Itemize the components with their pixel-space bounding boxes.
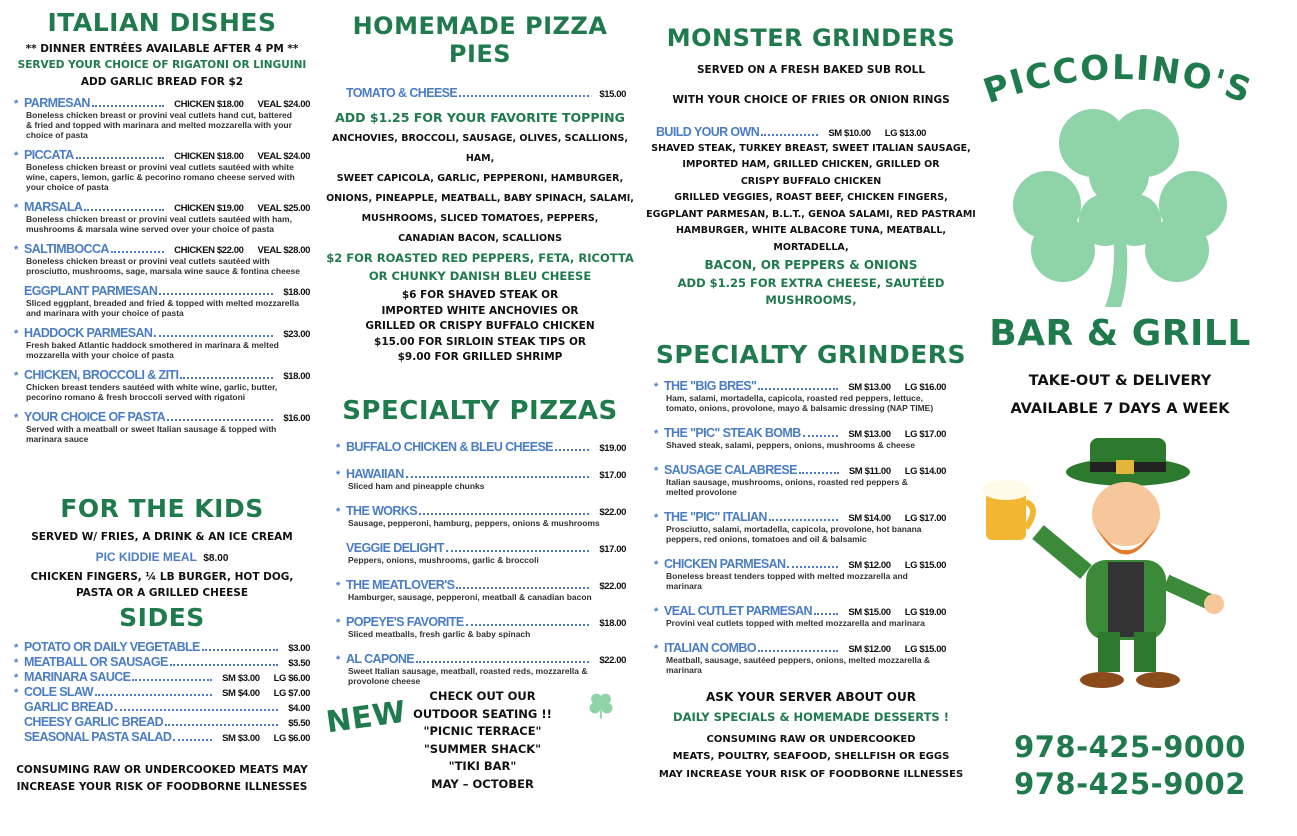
item-name: ITALIAN COMBO	[664, 641, 756, 656]
dotted-leader	[758, 388, 838, 390]
dotted-leader	[761, 134, 818, 136]
item-price: SM $12.00	[848, 644, 891, 656]
sides-heading: SIDES	[119, 603, 205, 633]
dotted-leader	[459, 95, 589, 97]
bullet-star: *	[654, 643, 659, 656]
menu-item-row	[14, 685, 310, 699]
raw-warning-1: CONSUMING RAW OR UNDERCOOKED MEATS MAY	[16, 764, 308, 777]
menu-item-row	[14, 96, 310, 110]
menu-item	[14, 242, 310, 276]
item-description: Sliced ham and pineapple chunks	[348, 480, 485, 491]
bullet-star: *	[14, 411, 19, 424]
fries-note: WITH YOUR CHOICE OF FRIES OR ONION RINGS	[672, 94, 950, 107]
item-description: Sliced eggplant, breaded and fried & topped with melted mozzarella and marinara with your choice of pasta	[26, 297, 299, 318]
kiddie-meal	[14, 548, 310, 567]
dotted-leader	[446, 550, 589, 552]
dotted-leader	[419, 513, 589, 515]
text-line: GRILLED OR CRISPY BUFFALO CHICKEN	[365, 320, 595, 333]
item-price: LG $14.00	[904, 466, 946, 478]
menu-item-row	[336, 541, 626, 555]
menu-item-row	[654, 463, 946, 477]
dotted-leader	[406, 476, 590, 478]
bullet-star: *	[336, 441, 341, 454]
dotted-leader	[154, 335, 273, 337]
dotted-leader	[76, 157, 165, 159]
text-line: MUSHROOMS, SLICED TOMATOES, PEPPERS,	[361, 213, 599, 225]
small-shamrock-icon	[586, 690, 616, 720]
daily-specials-note: DAILY SPECIALS & HOMEMADE DESSERTS !	[673, 709, 949, 724]
available-days: AVAILABLE 7 DAYS A WEEK	[1010, 401, 1230, 417]
item-price: SM $14.00	[848, 513, 891, 525]
item-price: CHICKEN $18.00	[174, 98, 244, 110]
text-line: MEATS, POULTRY, SEAFOOD, SHELLFISH OR EGGS	[672, 751, 950, 763]
kids-options-1: CHICKEN FINGERS, ¼ LB BURGER, HOT DOG,	[30, 570, 294, 583]
item-price: LG $13.00	[884, 127, 926, 139]
kids-options-2: PASTA OR A GRILLED CHEESE	[75, 587, 249, 600]
menu-item-row	[654, 510, 946, 524]
item-description: Boneless breast tenders topped with melted mozzarella and marinara	[666, 571, 908, 592]
item-name: VEGGIE DELIGHT	[346, 540, 444, 555]
menu-item	[654, 604, 946, 628]
item-description: Meatball, sausage, sautéed peppers, onions, melted mozzarella & marinara	[666, 655, 931, 676]
item-price: $18.00	[283, 286, 310, 298]
new-badge: NEW	[323, 694, 409, 741]
item-description: Sausage, pepperoni, hamburg, peppers, onions & mushrooms	[348, 517, 600, 528]
text-line: "TIKI BAR"	[448, 759, 517, 773]
garlic-bread-note: ADD GARLIC BREAD FOR $2	[80, 75, 244, 88]
text-line: CRISPY BUFFALO CHICKEN	[740, 175, 882, 187]
menu-item-row	[14, 284, 310, 298]
menu-item	[646, 125, 926, 139]
italian-menu-list	[14, 96, 310, 444]
item-price: $19.00	[599, 442, 626, 454]
menu-item	[336, 467, 626, 491]
dinner-note: ** DINNER ENTRÉES AVAILABLE AFTER 4 PM **	[25, 43, 299, 55]
item-name: THE WORKS	[346, 503, 417, 518]
menu-item-row	[14, 368, 310, 382]
menu-item	[654, 641, 946, 675]
item-name: BUILD YOUR OWN	[656, 124, 760, 139]
menu-item-row	[14, 200, 310, 214]
item-price: $18.00	[283, 370, 310, 382]
dotted-leader	[555, 449, 589, 451]
menu-item-row	[14, 730, 310, 744]
text-line: ANCHOVIES, BROCCOLI, SAUSAGE, OLIVES, SCALLIONS, HAM,	[332, 133, 628, 165]
kids-served-with: SERVED W/ FRIES, A DRINK & AN ICE CREAM	[31, 531, 293, 543]
dotted-leader	[769, 519, 839, 521]
bullet-star: *	[14, 687, 19, 700]
dotted-leader	[814, 613, 838, 615]
dotted-leader	[92, 105, 164, 107]
item-price: CHICKEN $19.00	[174, 202, 244, 214]
item-price: $15.00	[599, 89, 626, 100]
item-price: $22.00	[599, 506, 626, 518]
bullet-star: *	[14, 97, 19, 110]
dotted-leader	[111, 251, 164, 253]
item-price: LG $7.00	[273, 688, 310, 700]
item-name: HAWAIIAN	[346, 466, 404, 481]
item-description: Sweet Italian sausage, meatball, roasted reds, mozzarella & provolone cheese	[348, 665, 588, 686]
item-price: SM $13.00	[848, 429, 891, 441]
item-name: PARMESAN	[24, 95, 90, 110]
menu-item	[14, 715, 310, 729]
specialty-pizzas-heading: SPECIALTY PIZZAS	[342, 395, 618, 426]
brand-name: PICCOLINO'S	[978, 47, 1258, 113]
item-name: MEATBALL OR SAUSAGE	[24, 655, 168, 670]
menu-item	[336, 652, 626, 686]
dotted-leader	[799, 472, 839, 474]
item-name: SEASONAL PASTA SALAD	[24, 730, 172, 745]
menu-item	[654, 379, 946, 413]
item-name: CHEESY GARLIC BREAD	[24, 715, 164, 730]
text-line: CHECK OUT OUR	[429, 689, 536, 703]
dotted-leader	[180, 377, 273, 379]
item-description: Boneless chicken breast or provini veal cutlets sautéed with ham, mushrooms & marsala wine served over your choice of pasta	[26, 213, 292, 234]
bullet-star: *	[14, 657, 19, 670]
bullet-star: *	[654, 381, 659, 394]
item-price: $22.00	[599, 580, 626, 592]
item-name: BUFFALO CHICKEN & BLEU CHEESE	[346, 439, 553, 454]
menu-item	[14, 284, 310, 318]
sides-list	[14, 640, 310, 744]
specialty-grinder-list	[646, 379, 976, 675]
menu-item-row	[14, 242, 310, 256]
text-line: IMPORTED HAM, GRILLED CHICKEN, GRILLED OR	[682, 159, 940, 171]
homemade-pizza-heading: HOMEMADE PIZZA PIES	[352, 12, 608, 68]
item-name: SAUSAGE CALABRESE	[664, 463, 797, 478]
dotted-leader	[202, 649, 278, 651]
italian-column	[14, 8, 310, 452]
item-name: MARSALA	[24, 199, 83, 214]
item-price: CHICKEN $22.00	[174, 244, 244, 256]
item-name: AL CAPONE	[346, 651, 414, 666]
item-price: $16.00	[283, 412, 310, 424]
item-description: Hamburger, sausage, pepperoni, meatball & canadian bacon	[348, 591, 592, 602]
item-name: THE "PIC" ITALIAN	[664, 510, 767, 525]
menu-item	[14, 685, 310, 699]
grinder-raw-warning	[646, 731, 976, 784]
text-line: HAMBURGER, WHITE ALBACORE TUNA, MEATBALL, MORTADELLA,	[675, 225, 947, 253]
text-line: MAY INCREASE YOUR RISK OF FOODBORNE ILLNESSES	[658, 768, 964, 780]
specialty-grinders-heading: SPECIALTY GRINDERS	[655, 340, 967, 370]
item-price: $17.00	[599, 543, 626, 555]
bullet-star: *	[14, 327, 19, 340]
bar-and-grill: BAR & GRILL	[989, 313, 1251, 354]
item-price: $3.50	[288, 658, 310, 670]
menu-item-row	[654, 604, 946, 618]
build-your-own	[646, 125, 976, 139]
menu-item-row	[336, 86, 626, 100]
text-line: ONIONS, PINEAPPLE, MEATBALL, BABY SPINACH, SALAMI,	[326, 193, 634, 205]
item-price: $3.00	[288, 643, 310, 655]
item-description: Served with a meatball or sweet Italian sausage & topped with marinara sauce	[26, 423, 277, 444]
item-price: SM $3.00	[222, 673, 260, 685]
menu-item-row	[336, 504, 626, 518]
item-price: $18.00	[599, 617, 626, 629]
item-name: EGGPLANT PARMESAN	[24, 283, 158, 298]
menu-item-row	[14, 640, 310, 654]
specialty-pizza-list	[322, 440, 638, 686]
menu-item	[336, 504, 626, 528]
menu-item	[336, 440, 626, 454]
raw-warning-2: INCREASE YOUR RISK OF FOODBORNE ILLNESSES	[16, 780, 308, 793]
menu-item-row	[336, 578, 626, 592]
shamrock-icon	[1005, 105, 1235, 310]
text-line: CANADIAN BACON, SCALLIONS	[398, 233, 562, 245]
item-name: THE "PIC" STEAK BOMB	[664, 426, 801, 441]
menu-item	[336, 86, 626, 100]
dotted-leader	[165, 724, 278, 726]
takeout-delivery: TAKE-OUT & DELIVERY	[1028, 373, 1212, 389]
item-name: MARINARA SAUCE	[24, 670, 131, 685]
bullet-star: *	[654, 512, 659, 525]
premium-toppings	[322, 288, 638, 366]
leprechaun-illustration	[978, 432, 1238, 697]
item-price: CHICKEN $18.00	[174, 150, 244, 162]
dotted-leader	[466, 624, 590, 626]
text-line: $9.00 FOR GRILLED SHRIMP	[397, 351, 563, 364]
item-name: POTATO OR DAILY VEGETABLE	[24, 640, 200, 655]
item-name: TOMATO & CHEESE	[346, 86, 458, 100]
extra-cheese-note: ADD $1.25 FOR EXTRA CHEESE, SAUTÉED MUSHROOMS,	[677, 275, 945, 308]
svg-text:PICCOLINO'S	[978, 48, 1257, 112]
bullet-star: *	[14, 243, 19, 256]
item-description: Ham, salami, mortadella, capicola, roasted red peppers, lettuce, tomato, onions, provolone, mayo & balsamic dressing (NAP TIME)	[666, 393, 934, 414]
item-price: LG $17.00	[904, 429, 946, 441]
item-description: Boneless chicken breast or provini veal cutlets hand cut, battered & fried and topped with marinara and melted mozzarella with your choice of pasta	[26, 109, 292, 140]
item-price: SM $15.00	[848, 607, 891, 619]
menu-item-row	[646, 125, 926, 139]
outdoor-seating-promo	[400, 688, 565, 793]
grinders-column	[646, 24, 976, 783]
grinder-fillings	[646, 141, 976, 257]
item-price: $4.00	[288, 703, 310, 715]
item-name: CHICKEN, BROCCOLI & ZITI	[24, 367, 179, 382]
menu-item-row	[14, 655, 310, 669]
item-name: GARLIC BREAD	[24, 700, 113, 715]
item-description: Shaved steak, salami, peppers, onions, mushrooms & cheese	[666, 440, 915, 451]
item-price: SM $12.00	[848, 560, 891, 572]
menu-item-row	[14, 326, 310, 340]
item-price: VEAL $24.00	[257, 150, 310, 162]
menu-item	[14, 96, 310, 140]
bullet-star: *	[654, 428, 659, 441]
menu-item-row	[336, 440, 626, 454]
menu-item-row	[14, 700, 310, 714]
item-name: THE MEATLOVER'S	[346, 577, 455, 592]
menu-item-row	[14, 148, 310, 162]
menu-item	[14, 410, 310, 444]
item-name: VEAL CUTLET PARMESAN	[664, 604, 812, 619]
menu-item	[14, 670, 310, 684]
text-line: SWEET CAPICOLA, GARLIC, PEPPERONI, HAMBURGER,	[336, 173, 624, 185]
menu-item	[14, 148, 310, 192]
sub-roll-note: SERVED ON A FRESH BAKED SUB ROLL	[696, 64, 926, 76]
item-name: COLE SLAW	[24, 685, 93, 700]
menu-item-row	[654, 641, 946, 655]
dotted-leader	[787, 566, 838, 568]
item-price: LG $16.00	[904, 382, 946, 394]
item-price: LG $15.00	[904, 644, 946, 656]
monster-grinders-heading: MONSTER GRINDERS	[666, 24, 956, 52]
item-description: Fresh baked Atlantic haddock smothered in marinara & melted mozzarella with your choice of pasta	[26, 339, 279, 360]
dotted-leader	[173, 739, 212, 741]
bullet-star: *	[654, 606, 659, 619]
for-the-kids-heading: FOR THE KIDS	[60, 494, 264, 523]
menu-item-row	[336, 467, 626, 481]
item-name: HADDOCK PARMESAN	[24, 325, 153, 340]
kiddie-meal-price: $8.00	[203, 553, 229, 565]
text-line: $6 FOR SHAVED STEAK OR	[401, 289, 559, 302]
item-description: Boneless chicken breast or provini veal cutlets sautéed with white wine, capers, lemon, garlic & pecorino romano cheese served with your choice of pasta	[26, 161, 295, 192]
menu-item	[14, 655, 310, 669]
dotted-leader	[758, 650, 838, 652]
bullet-star: *	[14, 672, 19, 685]
item-name: THE "BIG BRES"	[664, 379, 757, 394]
bacon-peppers-note: BACON, OR PEPPERS & ONIONS	[704, 258, 918, 273]
item-description: Italian sausage, mushrooms, onions, roasted red peppers & melted provolone	[666, 477, 908, 498]
item-price: $22.00	[599, 654, 626, 666]
menu-item	[336, 578, 626, 602]
dotted-leader	[95, 694, 212, 696]
dotted-leader	[456, 587, 589, 589]
item-price: VEAL $25.00	[257, 202, 310, 214]
bullet-star: *	[14, 149, 19, 162]
dotted-leader	[416, 661, 589, 663]
text-line: $15.00 FOR SIRLOIN STEAK TIPS OR	[374, 335, 586, 348]
menu-item-row	[654, 557, 946, 571]
bullet-star: *	[336, 468, 341, 481]
two-dollar-toppings	[322, 249, 638, 285]
dotted-leader	[115, 709, 279, 711]
item-price: LG $19.00	[904, 607, 946, 619]
item-price: VEAL $28.00	[257, 244, 310, 256]
dotted-leader	[170, 664, 279, 666]
item-price: SM $3.00	[222, 733, 260, 745]
menu-item-row	[336, 615, 626, 629]
item-description: Peppers, onions, mushrooms, garlic & broccoli	[348, 554, 539, 565]
text-line: CONSUMING RAW OR UNDERCOOKED	[706, 733, 916, 745]
dotted-leader	[159, 293, 273, 295]
pasta-choice-note: SERVED YOUR CHOICE OF RIGATONI OR LINGUINI	[17, 59, 307, 72]
item-description: Boneless chicken breast or provini veal cutlets sautéed with prosciutto, mushrooms, sage, marsala wine sauce & fontina cheese	[26, 255, 300, 276]
menu-item-row	[336, 652, 626, 666]
bullet-star: *	[336, 616, 341, 629]
text-line: $2 FOR ROASTED RED PEPPERS, FETA, RICOTTA	[326, 251, 634, 266]
menu-item	[14, 368, 310, 402]
bullet-star: *	[336, 653, 341, 666]
menu-item	[14, 700, 310, 714]
item-price: SM $4.00	[222, 688, 260, 700]
phone-number-2[interactable]: 978-425-9002	[1014, 767, 1246, 801]
toppings-list	[322, 129, 638, 249]
menu-item	[14, 730, 310, 744]
item-price: $23.00	[283, 328, 310, 340]
text-line: MAY – OCTOBER	[431, 776, 534, 791]
topping-note: ADD $1.25 FOR YOUR FAVORITE TOPPING	[335, 110, 625, 125]
item-description: Prosciutto, salami, mortadella, capicola, provolone, hot banana peppers, red onions, tomatoes and oil & balsamic	[666, 524, 922, 545]
text-line: OUTDOOR SEATING !!	[413, 706, 552, 721]
menu-item	[14, 200, 310, 234]
menu-item-row	[654, 426, 946, 440]
bullet-star: *	[654, 559, 659, 572]
menu-item	[654, 426, 946, 450]
item-price: VEAL $24.00	[257, 98, 310, 110]
text-line: OR CHUNKY DANISH BLEU CHEESE	[368, 269, 592, 284]
kids-section	[14, 494, 310, 795]
text-line: GRILLED VEGGIES, ROAST BEEF, CHICKEN FINGERS,	[674, 192, 948, 204]
pizza-base-list	[322, 86, 638, 100]
item-price: $17.00	[599, 469, 626, 481]
menu-item	[336, 541, 626, 565]
item-description: Sliced meatballs, fresh garlic & baby spinach	[348, 628, 531, 639]
item-description: Chicken breast tenders sautéed with white wine, garlic, butter, pecorino romano & fresh broccoli served with rigatoni	[26, 381, 278, 402]
text-line: SHAVED STEAK, TURKEY BREAST, SWEET ITALIAN SAUSAGE,	[651, 142, 971, 154]
item-price: LG $17.00	[904, 513, 946, 525]
bullet-star: *	[14, 642, 19, 655]
phone-number-1[interactable]: 978-425-9000	[1014, 730, 1246, 764]
pizza-column	[322, 12, 638, 699]
item-price: $5.50	[288, 718, 310, 730]
dotted-leader	[803, 435, 839, 437]
item-name: CHICKEN PARMESAN	[664, 557, 786, 572]
bullet-star: *	[14, 369, 19, 382]
menu-item	[654, 557, 946, 591]
dotted-leader	[84, 209, 164, 211]
kiddie-meal-name: PIC KIDDIE MEAL	[95, 550, 197, 565]
item-description: Provini veal cutlets topped with melted mozzarella and marinara	[666, 618, 925, 629]
dotted-leader	[167, 419, 273, 421]
menu-item-row	[654, 379, 946, 393]
bullet-star: *	[336, 505, 341, 518]
menu-item-row	[14, 670, 310, 684]
menu-item	[14, 326, 310, 360]
menu-item	[14, 640, 310, 654]
item-name: SALTIMBOCCA	[24, 241, 109, 256]
bullet-star: *	[336, 579, 341, 592]
item-price: LG $6.00	[273, 673, 310, 685]
italian-dishes-heading: ITALIAN DISHES	[47, 8, 277, 37]
text-line: "SUMMER SHACK"	[423, 741, 542, 756]
item-name: POPEYE'S FAVORITE	[346, 614, 464, 629]
dotted-leader	[132, 679, 212, 681]
menu-item-row	[14, 410, 310, 424]
item-name: PICCATA	[24, 147, 74, 162]
menu-item	[654, 510, 946, 544]
item-price: LG $6.00	[273, 733, 310, 745]
text-line: IMPORTED WHITE ANCHOVIES OR	[381, 304, 579, 317]
bullet-star: *	[654, 465, 659, 478]
menu-item-row	[14, 715, 310, 729]
text-line: EGGPLANT PARMESAN, B.L.T., GENOA SALAMI, RED PASTRAMI	[646, 208, 976, 220]
item-price: SM $10.00	[828, 127, 871, 139]
menu-item	[336, 615, 626, 639]
item-name: YOUR CHOICE OF PASTA	[24, 409, 166, 424]
item-price: SM $11.00	[848, 466, 891, 478]
ask-server-note: ASK YOUR SERVER ABOUT OUR	[706, 690, 916, 705]
menu-item	[654, 463, 946, 497]
item-price: LG $15.00	[904, 560, 946, 572]
text-line: "PICNIC TERRACE"	[423, 724, 542, 738]
bullet-star: *	[14, 201, 19, 214]
item-price: SM $13.00	[848, 382, 891, 394]
